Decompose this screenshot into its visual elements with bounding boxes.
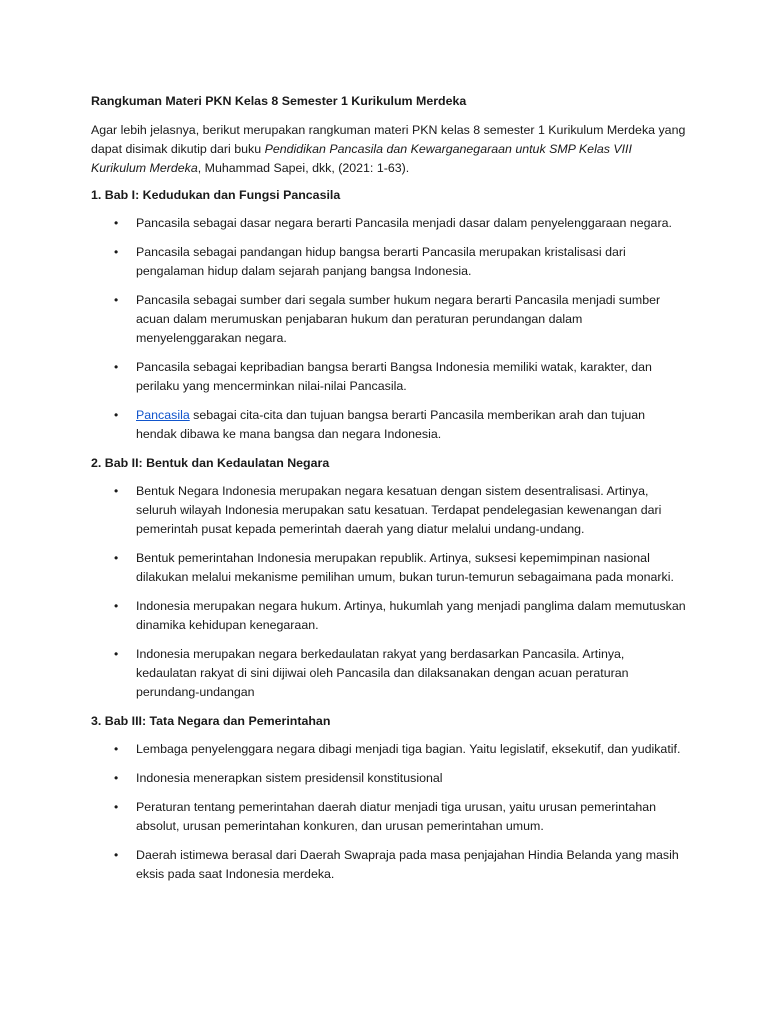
- list-item-text: Bentuk pemerintahan Indonesia merupakan republik. Artinya, suksesi kepemimpinan nasional dilakukan melalui mekanisme pemilihan umum, bukan turun-temurun sebagaimana pada monarki.: [136, 551, 674, 584]
- list-item-text: Pancasila sebagai dasar negara berarti Pancasila menjadi dasar dalam penyelenggaraan negara.: [136, 216, 672, 230]
- bullet-icon: •: [114, 245, 119, 259]
- list-item: [91, 597, 687, 635]
- intro-text-after: , Muhammad Sapei, dkk, (2021: 1-63).: [197, 161, 410, 175]
- list-item-text: Lembaga penyelenggara negara dibagi menjadi tiga bagian. Yaitu legislatif, eksekutif, dan yudikatif.: [136, 742, 681, 756]
- list-item-text: Bentuk Negara Indonesia merupakan negara kesatuan dengan sistem desentralisasi. Artinya, seluruh wilayah Indonesia merupakan satu kesatuan. Terdapat pendelegasian kewenangan dari pemerintah pusat kepada pemerintah daerah yang diatur melalui undang-undang.: [136, 484, 662, 536]
- list-item: [91, 214, 687, 233]
- list-item: [91, 769, 687, 788]
- bullet-icon: •: [114, 216, 119, 230]
- list-item: [91, 645, 687, 702]
- bullet-icon: •: [114, 599, 119, 613]
- bullet-icon: •: [114, 848, 119, 862]
- bullet-icon: •: [114, 800, 119, 814]
- bullet-icon: •: [114, 360, 119, 374]
- bullet-icon: •: [114, 771, 119, 785]
- list-item: [91, 291, 687, 348]
- list-item: [91, 798, 687, 836]
- list-item: [91, 406, 687, 444]
- bullet-icon: •: [114, 551, 119, 565]
- bullet-icon: •: [114, 484, 119, 498]
- bullet-icon: •: [114, 742, 119, 756]
- list-item: [91, 358, 687, 396]
- list-item-text: Peraturan tentang pemerintahan daerah diatur menjadi tiga urusan, yaitu urusan pemerintahan absolut, urusan pemerintahan konkuren, dan urusan pemerintahan umum.: [136, 800, 657, 833]
- section-heading-bab-2: 2. Bab II: Bentuk dan Kedaulatan Negara: [91, 456, 330, 470]
- document-content: [91, 92, 687, 894]
- intro-paragraph: [91, 121, 687, 178]
- bullet-icon: •: [114, 293, 119, 307]
- list-item: [91, 740, 687, 759]
- list-item-text: Daerah istimewa berasal dari Daerah Swapraja pada masa penjajahan Hindia Belanda yang masih eksis pada saat Indonesia merdeka.: [136, 848, 679, 881]
- intro-text-before: Agar lebih jelasnya, berikut merupakan rangkuman materi PKN kelas 8 semester 1 Kurikulum Merdeka yang dapat disimak dikutip dari buku: [91, 123, 686, 156]
- section-heading-bab-3: 3. Bab III: Tata Negara dan Pemerintahan: [91, 714, 331, 728]
- list-item-text: sebagai cita-cita dan tujuan bangsa berarti Pancasila memberikan arah dan tujuan hendak dibawa ke mana bangsa dan negara Indonesia.: [136, 408, 646, 441]
- list-item: [91, 549, 687, 587]
- bullet-icon: •: [114, 408, 119, 422]
- bullet-list-bab-3: [91, 740, 687, 884]
- section-heading-bab-1: 1. Bab I: Kedudukan dan Fungsi Pancasila: [91, 188, 341, 202]
- list-item: [91, 482, 687, 539]
- document-title: Rangkuman Materi PKN Kelas 8 Semester 1 Kurikulum Merdeka: [91, 94, 467, 108]
- bullet-list-bab-1: [91, 214, 687, 444]
- intro-book-title: Pendidikan Pancasila dan Kewarganegaraan untuk SMP Kelas VIII Kurikulum Merdeka: [91, 142, 632, 175]
- list-item: [91, 846, 687, 884]
- list-item-text: Pancasila sebagai pandangan hidup bangsa berarti Pancasila merupakan kristalisasi dari pengalaman hidup dalam sejarah panjang bangsa Indonesia.: [136, 245, 626, 278]
- bullet-list-bab-2: [91, 482, 687, 702]
- pancasila-link[interactable]: Pancasila: [136, 408, 190, 422]
- list-item-text: Indonesia merupakan negara hukum. Artinya, hukumlah yang menjadi panglima dalam memutuskan dinamika kehidupan kenegaraan.: [136, 599, 686, 632]
- bullet-icon: •: [114, 647, 119, 661]
- list-item-text: Pancasila sebagai sumber dari segala sumber hukum negara berarti Pancasila menjadi sumber acuan dalam merumuskan penjabaran hukum dan peraturan perundangan dalam menyelenggarakan negara.: [136, 293, 661, 345]
- list-item-text: Indonesia menerapkan sistem presidensil konstitusional: [136, 771, 443, 785]
- list-item-text: Indonesia merupakan negara berkedaulatan rakyat yang berdasarkan Pancasila. Artinya, kedaulatan rakyat di sini dijiwai oleh Pancasila dan dilaksanakan dengan acuan peraturan perundang-undangan: [136, 647, 629, 699]
- list-item-text: Pancasila sebagai kepribadian bangsa berarti Bangsa Indonesia memiliki watak, karakter, dan perilaku yang mencerminkan nilai-nilai Pancasila.: [136, 360, 652, 393]
- list-item: [91, 243, 687, 281]
